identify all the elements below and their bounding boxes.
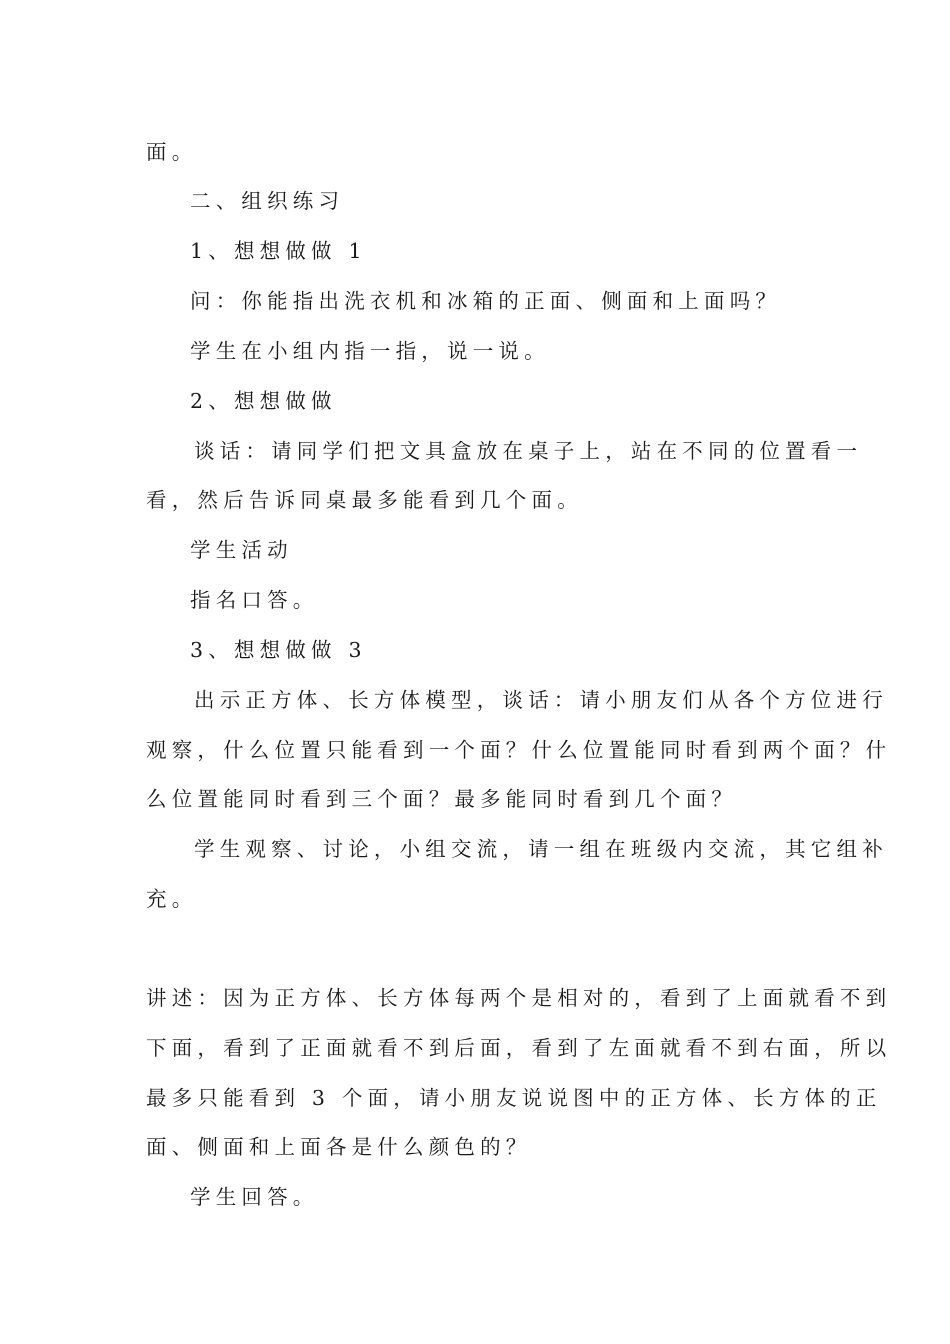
subsection-heading: 1、想想做做 1 [190,239,367,263]
paragraph-line: 看，然后告诉同桌最多能看到几个面。 [146,488,583,512]
paragraph-line: 谈话：请同学们把文具盒放在桌子上，站在不同的位置看一 [194,439,863,463]
paragraph-line: 问：你能指出洗衣机和冰箱的正面、侧面和上面吗？ [190,289,782,313]
paragraph-line: 么位置能同时看到三个面？最多能同时看到几个面？ [146,787,738,811]
paragraph-line: 学生观察、讨论，小组交流，请一组在班级内交流，其它组补 [194,837,888,861]
paragraph-line: 充。 [146,887,198,911]
paragraph-line: 学生在小组内指一指，说一说。 [190,339,550,363]
paragraph-line: 学生活动 [190,538,293,562]
paragraph-line: 最多只能看到 3 个面，请小朋友说说图中的正方体、长方体的正 [146,1086,882,1110]
paragraph-line: 面。 [146,140,198,164]
paragraph-line: 出示正方体、长方体模型，谈话：请小朋友们从各个方位进行 [194,688,888,712]
paragraph-line: 指名口答。 [190,588,319,612]
paragraph-line: 学生回答。 [190,1185,319,1209]
paragraph-line: 下面，看到了正面就看不到后面，看到了左面就看不到右面，所以 [146,1036,892,1060]
paragraph-line: 讲述：因为正方体、长方体每两个是相对的，看到了上面就看不到 [146,986,892,1010]
subsection-heading: 3、想想做做 3 [190,638,367,662]
paragraph-line: 观察，什么位置只能看到一个面？什么位置能同时看到两个面？什 [146,738,892,762]
subsection-heading: 2、想想做做 [190,389,337,413]
paragraph-line: 面、侧面和上面各是什么颜色的？ [146,1135,532,1159]
section-heading: 二、组织练习 [190,189,345,213]
